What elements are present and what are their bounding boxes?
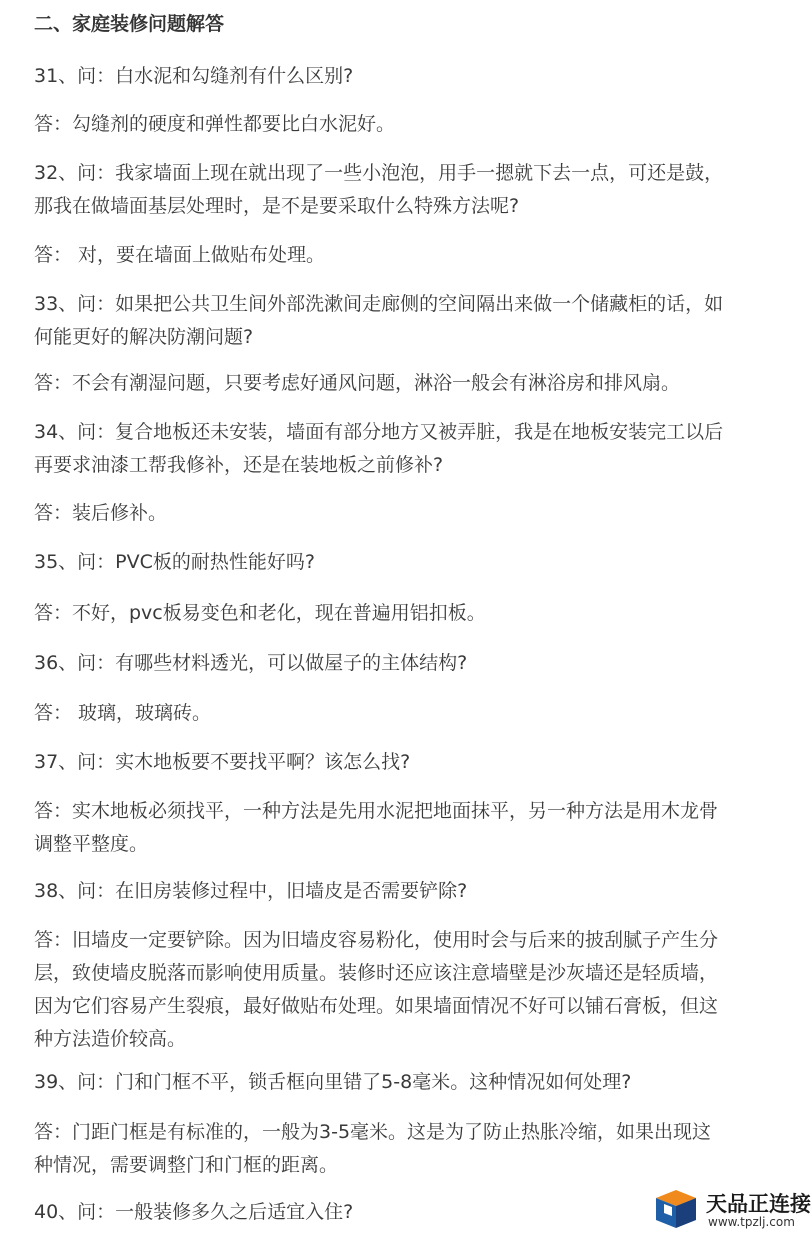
qa-line: 32、问：我家墙面上现在就出现了一些小泡泡，用手一摁就下去一点，可还是鼓， (34, 162, 724, 184)
qa-line: 再要求油漆工帮我修补，还是在装地板之前修补? (34, 454, 444, 476)
qa-block (34, 746, 776, 779)
qa-line: 31、问：白水泥和勾缝剂有什么区别? (34, 65, 354, 87)
qa-line: 答：不好，pvc板易变色和老化，现在普遍用铝扣板。 (34, 602, 486, 624)
qa-block (34, 875, 776, 908)
qa-block (34, 697, 776, 730)
qa-line: 38、问：在旧房装修过程中，旧墙皮是否需要铲除? (34, 880, 468, 902)
qa-line: 层，致使墙皮脱落而影响使用质量。装修时还应该注意墙壁是沙灰墙还是轻质墙， (34, 962, 719, 984)
watermark-name: 天品正连接 (706, 1192, 811, 1216)
qa-line: 33、问：如果把公共卫生间外部洗漱间走廊侧的空间隔出来做一个储藏柜的话，如 (34, 293, 724, 315)
watermark-logo (652, 1186, 812, 1232)
qa-block (34, 1116, 776, 1182)
qa-block (34, 157, 776, 223)
qa-line: 答：勾缝剂的硬度和弹性都要比白水泥好。 (34, 113, 396, 135)
qa-block (34, 239, 776, 272)
qa-block (34, 795, 776, 861)
qa-block (34, 416, 776, 482)
qa-block (34, 288, 776, 354)
section-title: 二、家庭装修问题解答 (34, 13, 225, 35)
qa-line: 答：旧墙皮一定要铲除。因为旧墙皮容易粉化，使用时会与后来的披刮腻子产生分 (34, 929, 719, 951)
qa-block (34, 367, 776, 400)
qa-line: 36、问：有哪些材料透光，可以做屋子的主体结构? (34, 652, 468, 674)
qa-line: 种方法造价较高。 (34, 1028, 187, 1050)
qa-line: 调整平整度。 (34, 833, 149, 855)
qa-line: 40、问：一般装修多久之后适宜入住? (34, 1201, 354, 1223)
cube-logo-icon (652, 1186, 702, 1232)
qa-block (34, 597, 776, 630)
qa-line: 何能更好的解决防潮问题? (34, 326, 254, 348)
qa-block (34, 647, 776, 680)
qa-line: 那我在做墙面基层处理时，是不是要采取什么特殊方法呢? (34, 195, 520, 217)
qa-line: 答：实木地板必须找平，一种方法是先用水泥把地面抹平，另一种方法是用木龙骨 (34, 800, 719, 822)
qa-line: 39、问：门和门框不平，锁舌框向里错了5-8毫米。这种情况如何处理? (34, 1071, 632, 1093)
qa-line: 种情况，需要调整门和门框的距离。 (34, 1154, 339, 1176)
qa-line: 答： 对，要在墙面上做贴布处理。 (34, 244, 326, 266)
watermark-url: www.tpzlj.com (708, 1215, 795, 1229)
qa-block (34, 924, 776, 1056)
qa-block (34, 546, 776, 579)
qa-line: 37、问：实木地板要不要找平啊？该怎么找? (34, 751, 411, 773)
qa-block (34, 108, 776, 141)
qa-block (34, 497, 776, 530)
qa-block (34, 1066, 776, 1099)
qa-line: 答：不会有潮湿问题，只要考虑好通风问题，淋浴一般会有淋浴房和排风扇。 (34, 372, 681, 394)
qa-block (34, 60, 776, 93)
qa-line: 答： 玻璃，玻璃砖。 (34, 702, 212, 724)
qa-line: 答：门距门框是有标准的，一般为3-5毫米。这是为了防止热胀冷缩，如果出现这 (34, 1121, 712, 1143)
qa-line: 35、问：PVC板的耐热性能好吗? (34, 551, 315, 573)
qa-line: 因为它们容易产生裂痕，最好做贴布处理。如果墙面情况不好可以铺石膏板，但这 (34, 995, 719, 1017)
qa-line: 34、问：复合地板还未安装，墙面有部分地方又被弄脏，我是在地板安装完工以后 (34, 421, 724, 443)
qa-line: 答：装后修补。 (34, 502, 168, 524)
